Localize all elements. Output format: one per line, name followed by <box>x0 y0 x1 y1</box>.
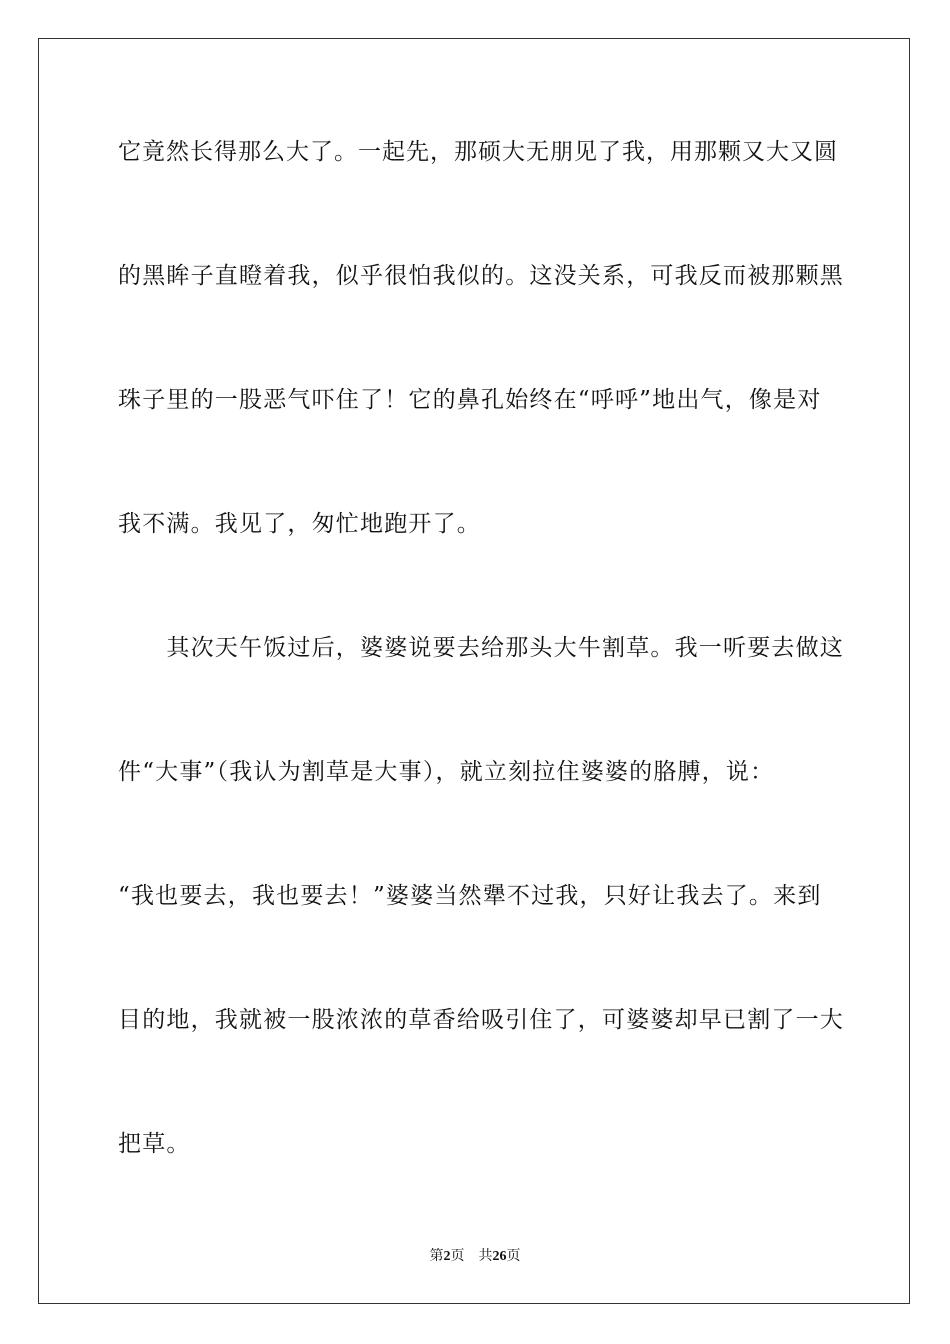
total-prefix: 共 <box>478 1248 493 1264</box>
text-line-7: “我也要去，我也要去！”婆婆当然犟不过我，只好让我去了。来到 <box>118 883 822 909</box>
text-line-5: 其次天午饭过后，婆婆说要去给那头大牛割草。我一听要去做这 <box>118 635 844 661</box>
page-border <box>38 38 910 1304</box>
text-line-9: 把草。 <box>118 1131 191 1157</box>
text-line-3: 珠子里的一股恶气吓住了！它的鼻孔始终在“呼呼”地出气，像是对 <box>118 387 822 413</box>
page-footer <box>0 1247 950 1266</box>
page-number: 2 <box>443 1249 451 1264</box>
page-prefix: 第 <box>429 1248 444 1264</box>
text-line-1: 它竟然长得那么大了。一起先，那硕大无朋见了我，用那颗又大又圆 <box>118 139 838 165</box>
total-suffix: 页 <box>506 1248 521 1264</box>
text-line-4: 我不满。我见了，匆忙地跑开了。 <box>118 511 481 537</box>
page-suffix: 页 <box>450 1248 465 1264</box>
text-line-6: 件“大事”（我认为割草是大事），就立刻拉住婆婆的胳膊，说： <box>118 759 775 785</box>
total-pages: 26 <box>492 1249 507 1264</box>
text-line-8: 目的地，我就被一股浓浓的草香给吸引住了，可婆婆却早已割了一大 <box>118 1007 844 1033</box>
text-line-2: 的黑眸子直瞪着我，似乎很怕我似的。这没关系，可我反而被那颗黑 <box>118 263 844 289</box>
